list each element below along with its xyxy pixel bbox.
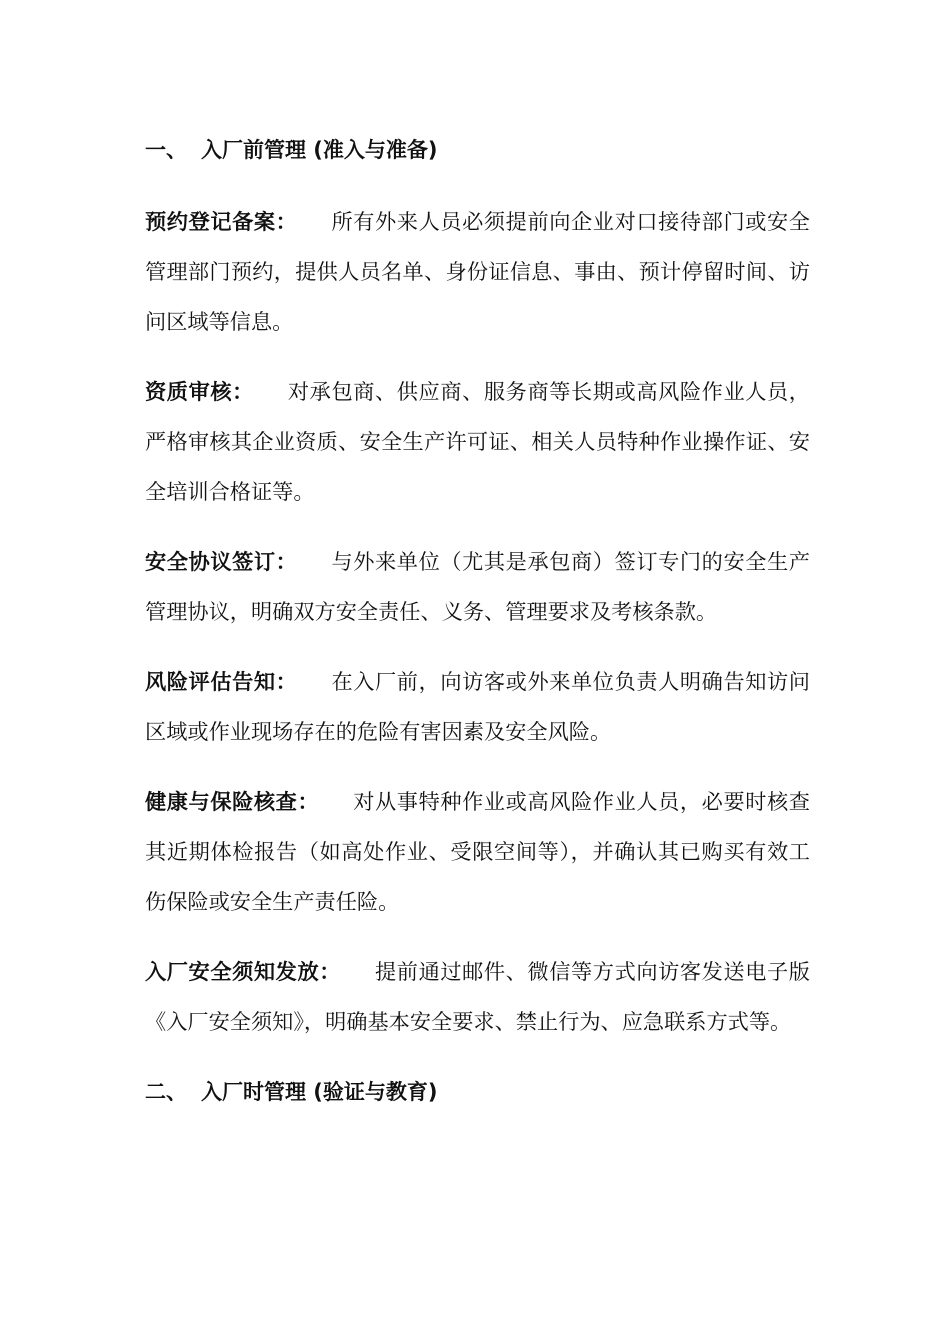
paragraph-label: 预约登记备案：: [145, 209, 298, 234]
section-number: 二、: [145, 1080, 187, 1104]
paragraph-text: 对承包商、供应商、服务商等长期或高风险作业人员，严格审核其企业资质、安全生产许可证、相关人员特种作业操作证、安全培训合格证等。: [145, 379, 810, 504]
paragraph-qualification-review: [145, 367, 810, 517]
paragraph-text: 在入厂前，向访客或外来单位负责人明确告知访问区域或作业现场存在的危险有害因素及安全风险。: [145, 669, 810, 744]
paragraph-label: 资质审核：: [145, 379, 254, 404]
paragraph-text: 与外来单位（尤其是承包商）签订专门的安全生产管理协议，明确双方安全责任、义务、管理要求及考核条款。: [145, 549, 810, 624]
paragraph-text: 对从事特种作业或高风险作业人员，必要时核查其近期体检报告（如高处作业、受限空间等），并确认其已购买有效工伤保险或安全生产责任险。: [145, 789, 810, 914]
paragraph-text: 提前通过邮件、微信等方式向访客发送电子版《入厂安全须知》，明确基本安全要求、禁止行为、应急联系方式等。: [145, 959, 810, 1034]
paragraph-health-insurance-check: [145, 777, 810, 927]
paragraph-appointment-registration: [145, 197, 810, 347]
section-heading-1: [145, 125, 810, 175]
section-number: 一、: [145, 138, 187, 162]
paragraph-text: 所有外来人员必须提前向企业对口接待部门或安全管理部门预约，提供人员名单、身份证信息、事由、预计停留时间、访问区域等信息。: [145, 209, 810, 334]
paragraph-safety-notice-distribution: [145, 947, 810, 1047]
section-title: 入厂前管理 (准入与准备): [201, 138, 438, 162]
document-page: [145, 125, 810, 1117]
paragraph-risk-notification: [145, 657, 810, 757]
section-title: 入厂时管理 (验证与教育): [201, 1080, 438, 1104]
paragraph-label: 风险评估告知：: [145, 669, 298, 694]
paragraph-label: 安全协议签订：: [145, 549, 298, 574]
paragraph-label: 健康与保险核查：: [145, 789, 320, 814]
section-heading-2: [145, 1067, 810, 1117]
paragraph-safety-agreement: [145, 537, 810, 637]
paragraph-label: 入厂安全须知发放：: [145, 959, 342, 984]
